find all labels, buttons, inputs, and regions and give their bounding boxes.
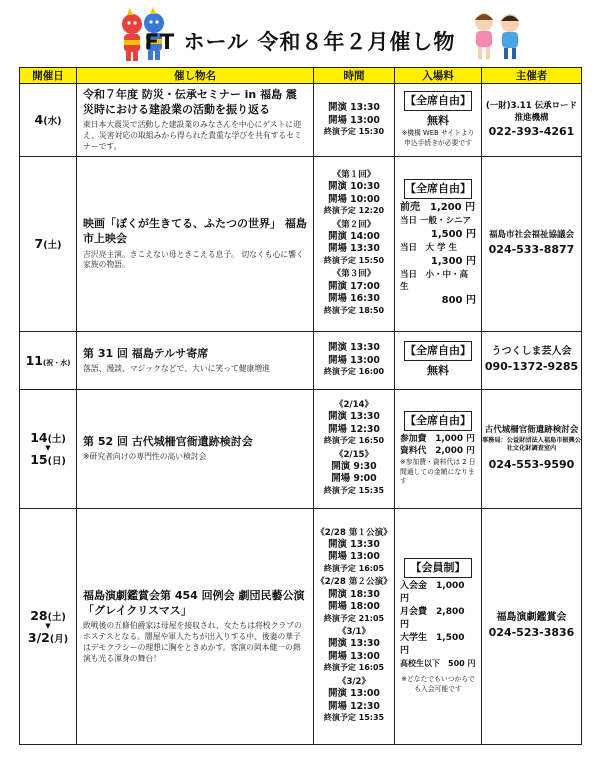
- fee-price: 1,000 円: [435, 433, 475, 444]
- session-label: 《2/15》: [334, 449, 374, 460]
- fee-line: [400, 433, 476, 446]
- fee-price: 1,000 円: [400, 580, 465, 604]
- event-time: [314, 156, 395, 331]
- fee-note: ※どなたでもいつからでも入会可能です: [401, 675, 475, 693]
- table-row: [20, 156, 582, 331]
- seating-badge: 【全席自由】: [404, 411, 472, 431]
- event-date: [20, 331, 77, 389]
- column-header: 時間: [314, 68, 395, 84]
- organizer: [482, 389, 582, 508]
- event-date: [20, 84, 77, 157]
- session-label: 《2/14》: [334, 399, 374, 410]
- end-time: 終演予定 16:00: [323, 367, 385, 377]
- event-time: [314, 508, 395, 744]
- end-time: 終演予定 12:20: [323, 206, 385, 216]
- fee-label: 入会金: [400, 580, 428, 591]
- event-date: [20, 156, 77, 331]
- organizer: [482, 84, 582, 157]
- session: [314, 170, 394, 217]
- table-row: [20, 84, 582, 157]
- column-header: 主催者: [482, 68, 582, 84]
- doors-time: 開場 9:00: [331, 473, 377, 485]
- session: [314, 577, 394, 624]
- date-end: [20, 452, 76, 467]
- event-fee: [395, 389, 482, 508]
- seating-badge: 【全席自由】: [404, 341, 472, 361]
- fee-free: 無料: [427, 114, 449, 128]
- fee-price: 2,800 円: [400, 606, 465, 630]
- fee-note: ※参加費・資料代は 2 日間通しての金額になります: [400, 458, 476, 486]
- organizer-phone: 022-393-4261: [488, 125, 575, 139]
- session-label: 《3/1》: [337, 627, 371, 638]
- doors-time: 開場 18:00: [328, 601, 380, 613]
- header: [0, 0, 600, 64]
- session: [314, 269, 394, 316]
- date-day: 11: [25, 352, 43, 368]
- organizer-phone: 024-533-8877: [488, 242, 575, 256]
- fee-door-label: 当日: [400, 270, 418, 281]
- fee-label: 大 学 生: [425, 243, 457, 254]
- fee-label: 高校生以下: [400, 658, 440, 668]
- doors-time: 開場 13:30: [328, 243, 380, 255]
- session: [314, 400, 394, 447]
- open-time: 開演 9:30: [331, 460, 377, 472]
- event-description: 落語、漫談、マジックなどで、大いに笑って健康増進: [83, 363, 270, 373]
- page-title: FT ホール 令和８年２月催し物: [144, 30, 456, 54]
- date-day: 28: [30, 607, 48, 623]
- event-title: 第 52 回 古代城柵官衙遺跡検討会: [83, 435, 253, 449]
- column-header: 入場料: [395, 68, 482, 84]
- fee-line: [400, 658, 476, 670]
- date-start: [20, 430, 76, 445]
- event-fee: [395, 331, 482, 389]
- session: [314, 528, 394, 575]
- session-label: 《第３回》: [332, 269, 376, 280]
- event-date: [20, 508, 77, 744]
- event-time: [314, 389, 395, 508]
- doors-time: 開場 12:30: [328, 700, 380, 712]
- event-info: [77, 331, 314, 389]
- fee-line: [400, 632, 476, 658]
- fee-free: 無料: [427, 364, 449, 378]
- session: [314, 627, 394, 674]
- session-label: 《第２回》: [332, 219, 376, 230]
- date-start: [20, 608, 76, 623]
- organizer-name: 古代城柵官衙遺跡検討会: [484, 425, 579, 436]
- event-fee: [395, 156, 482, 331]
- doors-time: 開場 13:00: [328, 650, 380, 662]
- organizer-office: 事務局：公益財団法人福島市振興公社文化財調査室内: [482, 436, 581, 452]
- session-label: 《第１回》: [332, 170, 376, 181]
- fee-door-row: [400, 242, 476, 254]
- event-description: 吉沢亮主演。きこえない母ときこえる息子。 切なくも心に響く家族の物語。: [83, 249, 304, 270]
- end-time: 終演予定 15:30: [323, 126, 385, 136]
- fee-door-row: [400, 269, 476, 294]
- organizer: [482, 156, 582, 331]
- open-time: 開演 13:30: [328, 102, 380, 114]
- fee-price: 500 円: [448, 658, 476, 668]
- event-title: 映画「ぼくが生きてる、ふたつの世界」 福島市上映会: [83, 217, 307, 246]
- table-row: [20, 508, 582, 744]
- fee-line: [400, 445, 476, 458]
- date-weekday: (土): [47, 434, 66, 446]
- event-fee: [395, 508, 482, 744]
- organizer-name: (一財)3.11 伝承ロード 推進機構: [485, 100, 578, 123]
- organizer-name: うつくしま芸人会: [491, 345, 572, 357]
- open-time: 開演 13:00: [328, 688, 380, 700]
- fee-label: 大学生: [400, 632, 428, 643]
- open-time: 開演 13:30: [328, 342, 380, 354]
- open-time: 開演 10:30: [328, 181, 380, 193]
- date-weekday: (祝・水): [43, 358, 71, 367]
- event-schedule-table: [19, 67, 582, 745]
- event-title: 第 31 回 福島テルサ寄席: [83, 346, 209, 360]
- end-time: 終演予定 16:05: [323, 663, 385, 673]
- fee-price: 1,300 円: [430, 255, 476, 267]
- column-header: 開催日: [20, 68, 77, 84]
- session: [314, 220, 394, 267]
- event-description: 敗戦後の五條伯爵家は母屋を接収され、女たちは将校クラブのホステスとなる。闇屋や軍人たちが出入りする中、後妻の華子はデモクラシーの理想に胸をときめかす。客演の岡本健一の熱演も光る渾身の舞台！: [83, 621, 302, 663]
- doors-time: 開場 13:00: [328, 551, 380, 563]
- doors-time: 開場 13:00: [328, 354, 380, 366]
- end-time: 終演予定 18:50: [323, 305, 385, 315]
- organizer: [482, 331, 582, 389]
- end-time: 終演予定 15:50: [323, 255, 385, 265]
- date-day: 4: [34, 112, 44, 128]
- date-day: 14: [30, 430, 48, 446]
- fee-label: 小・中・高生: [400, 270, 469, 293]
- event-fee: [395, 84, 482, 157]
- fee-door-row: [400, 215, 476, 227]
- organizer-name: 福島市社会福祉協議会: [488, 230, 574, 241]
- fee-label: 参加費: [400, 433, 427, 444]
- fee-price: 1,500 円: [400, 632, 465, 656]
- table-row: [20, 389, 582, 508]
- open-time: 開演 13:30: [328, 638, 380, 650]
- fee-label: 一般・シニア: [419, 216, 471, 227]
- session-label: 《2/28 第２公演》: [316, 577, 392, 588]
- membership-badge: 【会員制】: [404, 558, 472, 578]
- event-info: [77, 84, 314, 157]
- fee-door-label: 当日: [400, 243, 418, 254]
- fee-line: [400, 606, 476, 632]
- date-end: [20, 630, 76, 645]
- event-info: [77, 389, 314, 508]
- fee-price: 2,000 円: [435, 446, 475, 457]
- open-time: 開演 13:30: [328, 539, 380, 551]
- fee-price: 800 円: [441, 294, 476, 306]
- fee-line: [400, 580, 476, 606]
- organizer-phone: 024-553-9590: [488, 457, 575, 471]
- session-label: 《2/28 第１公演》: [316, 527, 392, 538]
- end-time: 終演予定 21:05: [323, 613, 385, 623]
- session-label: 《3/2》: [337, 676, 371, 687]
- event-description: ※研究者向けの専門性の高い検討会: [83, 452, 207, 462]
- event-title: 福島演劇鑑賞会第 454 回例会 劇団民藝公演「グレイクリスマス」: [83, 588, 305, 618]
- organizer-phone: 090-1372-9285: [484, 360, 579, 374]
- open-time: 開演 13:30: [328, 411, 380, 423]
- session: [314, 450, 394, 497]
- event-info: [77, 156, 314, 331]
- date-day: 3/2: [27, 629, 50, 645]
- event-info: [77, 508, 314, 744]
- doors-time: 開場 13:00: [328, 114, 380, 126]
- date-weekday: (土): [43, 240, 62, 252]
- open-time: 開演 17:00: [328, 280, 380, 292]
- seating-badge: 【全席自由】: [404, 179, 472, 199]
- organizer: [482, 508, 582, 744]
- date-weekday: (水): [43, 116, 62, 128]
- date-weekday: (土): [47, 611, 66, 623]
- doors-time: 開場 10:00: [328, 193, 380, 205]
- fee-door-label: 当日: [400, 216, 418, 227]
- event-time: [314, 84, 395, 157]
- session: [314, 677, 394, 724]
- organizer-name: 福島演劇鑑賞会: [496, 611, 567, 623]
- end-time: 終演予定 15:35: [323, 485, 385, 495]
- open-time: 開演 14:00: [328, 231, 380, 243]
- end-time: 終演予定 15:35: [323, 712, 385, 722]
- seating-badge: 【全席自由】: [404, 91, 472, 111]
- event-description: 東日本大震災で活動した建設業のみなさんを中心にゲストに迎え、災害対応の取組みから得られた貴重な学びを共有するセミナーです。: [83, 120, 302, 151]
- open-time: 開演 18:30: [328, 588, 380, 600]
- fee-label: 月会費: [400, 606, 428, 617]
- doors-time: 開場 12:30: [328, 423, 380, 435]
- fee-advance: 前売 1,200 円: [400, 201, 476, 213]
- fee-price: 1,500 円: [430, 228, 476, 240]
- table-row: [20, 331, 582, 389]
- event-title: 令和７年度 防災・伝承セミナー in 福島 震災時における建設業の活動を振り返る: [83, 88, 297, 117]
- end-time: 終演予定 16:05: [323, 563, 385, 573]
- fee-label: 資料代: [400, 446, 427, 457]
- table-header-row: [20, 68, 582, 84]
- date-weekday: (月): [49, 633, 69, 645]
- organizer-phone: 024-523-3836: [488, 626, 575, 640]
- end-time: 終演予定 16:50: [323, 436, 385, 446]
- date-day: 7: [34, 236, 44, 252]
- column-header: 催し物名: [77, 68, 314, 84]
- range-arrow-icon: ▼: [45, 621, 51, 630]
- fee-note: ※機構 WEB サイトより 申込手続きが必要です: [401, 129, 475, 147]
- event-time: [314, 331, 395, 389]
- date-day: 15: [30, 452, 48, 468]
- range-arrow-icon: ▼: [45, 444, 51, 453]
- children-illustration: [468, 6, 526, 62]
- date-weekday: (日): [47, 456, 66, 468]
- event-date: [20, 389, 77, 508]
- doors-time: 開場 16:30: [328, 293, 380, 305]
